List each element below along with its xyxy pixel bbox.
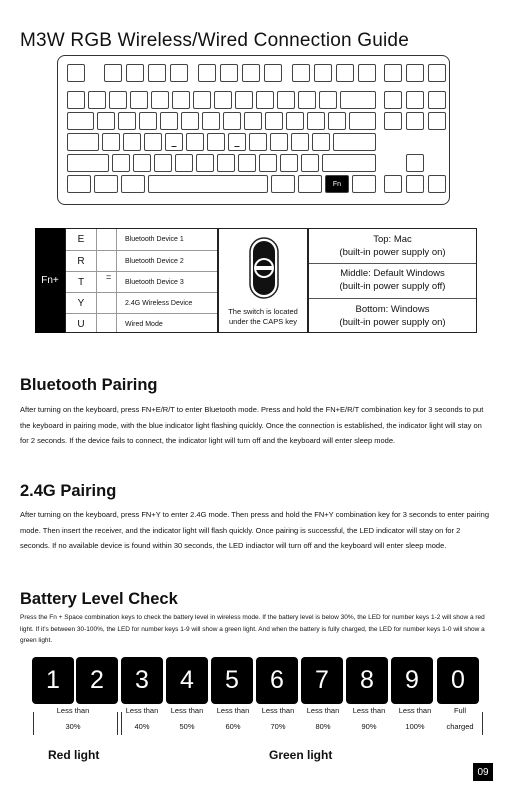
key xyxy=(336,64,354,82)
key xyxy=(349,112,376,130)
fn-key-label: Fn xyxy=(332,180,342,188)
level-label-value: 80% xyxy=(315,722,331,731)
key xyxy=(112,154,130,172)
key xyxy=(154,154,172,172)
key xyxy=(428,175,446,193)
key xyxy=(67,91,85,109)
fn-row xyxy=(66,313,217,335)
key xyxy=(207,133,225,151)
bluetooth-heading: Bluetooth Pairing xyxy=(20,376,158,394)
level-label-value: 70% xyxy=(270,722,286,731)
battery-heading: Battery Level Check xyxy=(20,590,178,608)
key xyxy=(67,154,109,172)
key xyxy=(298,91,316,109)
key xyxy=(228,133,246,151)
bracket-line xyxy=(33,712,34,735)
switch-note-line1: The switch is located xyxy=(228,307,298,316)
key xyxy=(406,112,424,130)
fn-prefix-cell xyxy=(35,228,65,333)
number-key-0: 0 xyxy=(437,657,479,704)
level-label-top: Full xyxy=(453,706,467,715)
key xyxy=(428,64,446,82)
key xyxy=(242,64,260,82)
level-label-value: 50% xyxy=(179,722,195,731)
level-label-top: Less than xyxy=(56,706,90,715)
level-label-top: Less than xyxy=(398,706,432,715)
fn-row xyxy=(66,271,217,293)
key xyxy=(340,91,376,109)
key xyxy=(139,112,157,130)
level-label xyxy=(256,706,300,731)
bluetooth-text: After turning on the keyboard, press FN+E/R/T to enter Bluetooth mode. Press and hold the FN+E/R/T combination key for 3 seconds to put the keyboard in pairing mode, with the blue indicator light flashing quickly. Once the connection is established, the indicator light will stay on for 2 seconds. If the device fails to connect, the indicator light will turn off and the keyboard will enter sleep mode. xyxy=(20,405,484,445)
key xyxy=(292,64,310,82)
level-label-value: 30% xyxy=(65,722,81,731)
key xyxy=(118,112,136,130)
fn-row-desc: Wired Mode xyxy=(125,321,163,328)
key xyxy=(384,112,402,130)
key xyxy=(249,133,267,151)
bracket-line xyxy=(482,712,483,735)
number-key-4: 4 xyxy=(166,657,208,704)
green-light-label: Green light xyxy=(269,748,333,762)
key xyxy=(384,91,402,109)
key xyxy=(214,91,232,109)
level-label xyxy=(301,706,345,731)
level-label xyxy=(165,706,209,731)
level-label xyxy=(347,706,391,731)
level-label-top: Less than xyxy=(216,706,250,715)
switch-note-line2: under the CAPS key xyxy=(229,317,297,326)
level-label xyxy=(211,706,255,731)
key xyxy=(352,175,376,193)
key xyxy=(406,91,424,109)
key xyxy=(67,133,99,151)
key xyxy=(406,175,424,193)
key xyxy=(223,112,241,130)
key xyxy=(428,112,446,130)
key xyxy=(104,64,122,82)
level-label-value: 40% xyxy=(134,722,150,731)
fn-row-desc: Bluetooth Device 2 xyxy=(125,258,184,265)
key xyxy=(270,133,288,151)
key xyxy=(328,112,346,130)
level-label xyxy=(51,706,95,731)
key xyxy=(256,91,274,109)
key xyxy=(428,91,446,109)
fn-row-key: R xyxy=(77,256,85,267)
key xyxy=(298,175,322,193)
key xyxy=(186,133,204,151)
position-top-title: Top: Mac xyxy=(373,234,412,245)
number-key-9: 9 xyxy=(391,657,433,704)
key xyxy=(151,91,169,109)
key xyxy=(217,154,235,172)
key xyxy=(67,175,91,193)
level-label-top: Less than xyxy=(125,706,159,715)
level-label-top: Less than xyxy=(352,706,386,715)
fn-row-key: E xyxy=(77,234,85,245)
number-key-1: 1 xyxy=(32,657,74,704)
key xyxy=(67,64,85,82)
key xyxy=(67,112,94,130)
key xyxy=(130,91,148,109)
level-label xyxy=(438,706,482,731)
key xyxy=(264,64,282,82)
key xyxy=(312,133,330,151)
level-label-value: 100% xyxy=(405,722,425,731)
key xyxy=(277,91,295,109)
number-key-5: 5 xyxy=(211,657,253,704)
key xyxy=(123,133,141,151)
fn-row-key: U xyxy=(77,319,85,330)
level-label-value: charged xyxy=(446,722,474,731)
key xyxy=(121,175,145,193)
fn-key xyxy=(325,175,349,193)
key xyxy=(238,154,256,172)
key xyxy=(235,91,253,109)
g24-heading: 2.4G Pairing xyxy=(20,482,117,500)
key xyxy=(319,91,337,109)
bracket-line xyxy=(121,712,122,735)
level-label-top: Less than xyxy=(170,706,204,715)
fn-prefix-label: Fn+ xyxy=(41,275,59,286)
key xyxy=(126,64,144,82)
key xyxy=(314,64,332,82)
battery-text: Press the Fn + Space combination keys to check the battery level in wireless mode. If the battery level is below 30%, the LED for number keys 1-2 will show a red light. If it's between 30-100%, the LED for number keys 1-9 will show a green light. And when the battery is fully charged, the LED for number keys 1-0 will show a green light. xyxy=(20,614,485,644)
position-middle xyxy=(309,267,476,293)
key xyxy=(160,112,178,130)
key xyxy=(165,133,183,151)
number-key-6: 6 xyxy=(256,657,298,704)
fn-row-key: Y xyxy=(77,298,85,309)
key xyxy=(144,133,162,151)
number-key-7: 7 xyxy=(301,657,343,704)
key xyxy=(322,154,376,172)
page-title: M3W RGB Wireless/Wired Connection Guide xyxy=(20,30,409,51)
key xyxy=(170,64,188,82)
position-top-detail: (built-in power supply on) xyxy=(339,247,446,258)
key xyxy=(88,91,106,109)
level-label xyxy=(120,706,164,731)
key xyxy=(196,154,214,172)
fn-row xyxy=(66,292,217,314)
position-middle-detail: (built-in power supply off) xyxy=(339,281,446,292)
key xyxy=(148,64,166,82)
fn-row-desc: Bluetooth Device 1 xyxy=(125,236,184,243)
position-bottom-title: Bottom: Windows xyxy=(355,304,430,315)
key xyxy=(384,64,402,82)
equals-sign: = xyxy=(106,272,112,282)
g24-text: After turning on the keyboard, press FN+Y to enter 2.4G mode. Then press and hold the FN+Y combination key for 3 seconds to enter pairing mode. Then insert the receiver, and the indicator light will flash quickly. Once pairing is successful, the LED indicator will stay on for 2 seconds. If no available device is found within 30 seconds, the LED indiactor will turn off and the keyboard will enter sleep mode. xyxy=(20,510,490,550)
key xyxy=(198,64,216,82)
level-label xyxy=(393,706,437,731)
key xyxy=(175,154,193,172)
level-label-top: Less than xyxy=(261,706,295,715)
key xyxy=(384,175,402,193)
fn-row-key: T xyxy=(77,277,85,288)
key xyxy=(133,154,151,172)
key xyxy=(406,154,424,172)
spacebar-key xyxy=(148,175,268,193)
level-label-top: Less than xyxy=(306,706,340,715)
key xyxy=(202,112,220,130)
number-key-8: 8 xyxy=(346,657,388,704)
key xyxy=(259,154,277,172)
level-label-value: 90% xyxy=(361,722,377,731)
bracket-line xyxy=(117,712,118,735)
key xyxy=(94,175,118,193)
key xyxy=(333,133,376,151)
key xyxy=(193,91,211,109)
red-light-label: Red light xyxy=(48,748,100,762)
position-bottom-detail: (built-in power supply on) xyxy=(339,317,446,328)
number-key-3: 3 xyxy=(121,657,163,704)
key xyxy=(301,154,319,172)
level-label-value: 60% xyxy=(225,722,241,731)
key xyxy=(181,112,199,130)
mode-switch-icon xyxy=(249,237,279,299)
position-middle-title: Middle: Default Windows xyxy=(340,268,445,279)
fn-row xyxy=(66,250,217,272)
key xyxy=(220,64,238,82)
fn-row-desc: Bluetooth Device 3 xyxy=(125,279,184,286)
fn-combination-table xyxy=(65,228,218,333)
key xyxy=(97,112,115,130)
key xyxy=(244,112,262,130)
switch-positions-box xyxy=(308,228,477,333)
position-bottom xyxy=(309,303,476,329)
key xyxy=(265,112,283,130)
key xyxy=(291,133,309,151)
key xyxy=(102,133,120,151)
key xyxy=(172,91,190,109)
key xyxy=(286,112,304,130)
key xyxy=(307,112,325,130)
key xyxy=(280,154,298,172)
switch-location-note xyxy=(219,307,307,327)
position-top xyxy=(309,233,476,259)
mode-switch-box xyxy=(218,228,308,333)
fn-row-desc: 2.4G Wireless Device xyxy=(125,300,193,307)
fn-row xyxy=(66,229,217,250)
number-key-2: 2 xyxy=(76,657,118,704)
keyboard-diagram xyxy=(57,55,450,205)
key xyxy=(358,64,376,82)
page-number: 09 xyxy=(473,763,493,781)
key xyxy=(109,91,127,109)
key xyxy=(271,175,295,193)
key xyxy=(406,64,424,82)
